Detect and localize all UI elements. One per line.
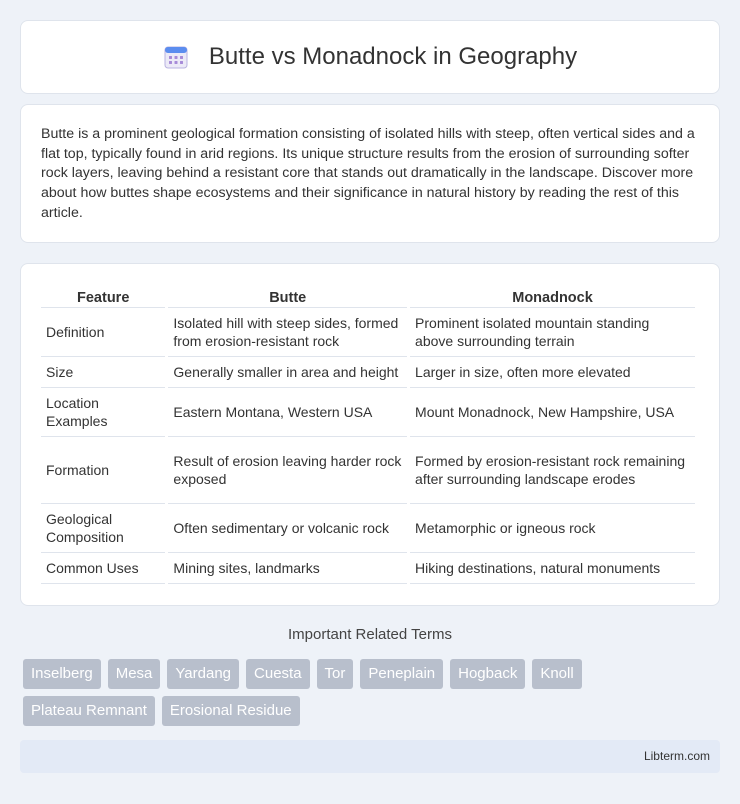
related-terms-list xyxy=(23,659,723,733)
table-cell: Size xyxy=(41,357,165,388)
term-tag-knoll[interactable]: Knoll xyxy=(532,659,581,689)
intro-text: Butte is a prominent geological formation consisting of isolated hills with steep, often vertical sides and a flat top, typically found in arid regions. Its unique structure results from the erosion of surrounding softer rock layers, leaving behind a resistant core that stands out dramatically in the landscape. Discover more about how buttes shape ecosystems and their significance in natural history by reading the rest of this article. xyxy=(41,126,695,221)
header-monadnock: Monadnock xyxy=(410,284,695,308)
footer-site-link[interactable]: Libterm.com xyxy=(643,749,710,763)
table-cell: Mount Monadnock, New Hampshire, USA xyxy=(410,388,695,437)
term-tag-hogback[interactable]: Hogback xyxy=(450,659,525,689)
table-header-row xyxy=(41,284,695,308)
table-cell: Geological Composition xyxy=(41,504,165,553)
calendar-icon xyxy=(163,44,189,70)
term-tag-plateau-remnant[interactable]: Plateau Remnant xyxy=(23,696,155,726)
table-cell: Location Examples xyxy=(41,388,165,437)
table-cell: Isolated hill with steep sides, formed from erosion-resistant rock xyxy=(168,308,407,357)
table-row xyxy=(41,388,695,437)
footer xyxy=(20,740,720,773)
table-cell: Formed by erosion-resistant rock remaining after surrounding landscape erodes xyxy=(410,437,695,504)
related-terms-title: Important Related Terms xyxy=(288,626,452,643)
term-tag-tor[interactable]: Tor xyxy=(317,659,354,689)
intro-card xyxy=(20,104,720,243)
table-cell: Eastern Montana, Western USA xyxy=(168,388,407,437)
table-cell: Prominent isolated mountain standing above surrounding terrain xyxy=(410,308,695,357)
table-cell: Hiking destinations, natural monuments xyxy=(410,553,695,584)
comparison-card xyxy=(20,263,720,606)
term-tag-erosional-residue[interactable]: Erosional Residue xyxy=(162,696,300,726)
term-tag-yardang[interactable]: Yardang xyxy=(167,659,239,689)
table-cell: Often sedimentary or volcanic rock xyxy=(168,504,407,553)
table-cell: Definition xyxy=(41,308,165,357)
table-row xyxy=(41,357,695,388)
table-cell: Metamorphic or igneous rock xyxy=(410,504,695,553)
header-butte: Butte xyxy=(168,284,407,308)
table-cell: Common Uses xyxy=(41,553,165,584)
header-feature: Feature xyxy=(41,284,165,308)
table-row xyxy=(41,553,695,584)
table-cell: Larger in size, often more elevated xyxy=(410,357,695,388)
term-tag-peneplain[interactable]: Peneplain xyxy=(360,659,443,689)
page-title: Butte vs Monadnock in Geography xyxy=(208,43,578,70)
table-cell: Generally smaller in area and height xyxy=(168,357,407,388)
term-tag-cuesta[interactable]: Cuesta xyxy=(246,659,310,689)
header-card xyxy=(20,20,720,94)
term-tag-mesa[interactable]: Mesa xyxy=(108,659,161,689)
table-row xyxy=(41,504,695,553)
table-cell: Mining sites, landmarks xyxy=(168,553,407,584)
table-row xyxy=(41,437,695,504)
table-row xyxy=(41,308,695,357)
table-cell: Result of erosion leaving harder rock exposed xyxy=(168,437,407,504)
comparison-table xyxy=(38,284,698,584)
table-cell: Formation xyxy=(41,437,165,504)
term-tag-inselberg[interactable]: Inselberg xyxy=(23,659,101,689)
